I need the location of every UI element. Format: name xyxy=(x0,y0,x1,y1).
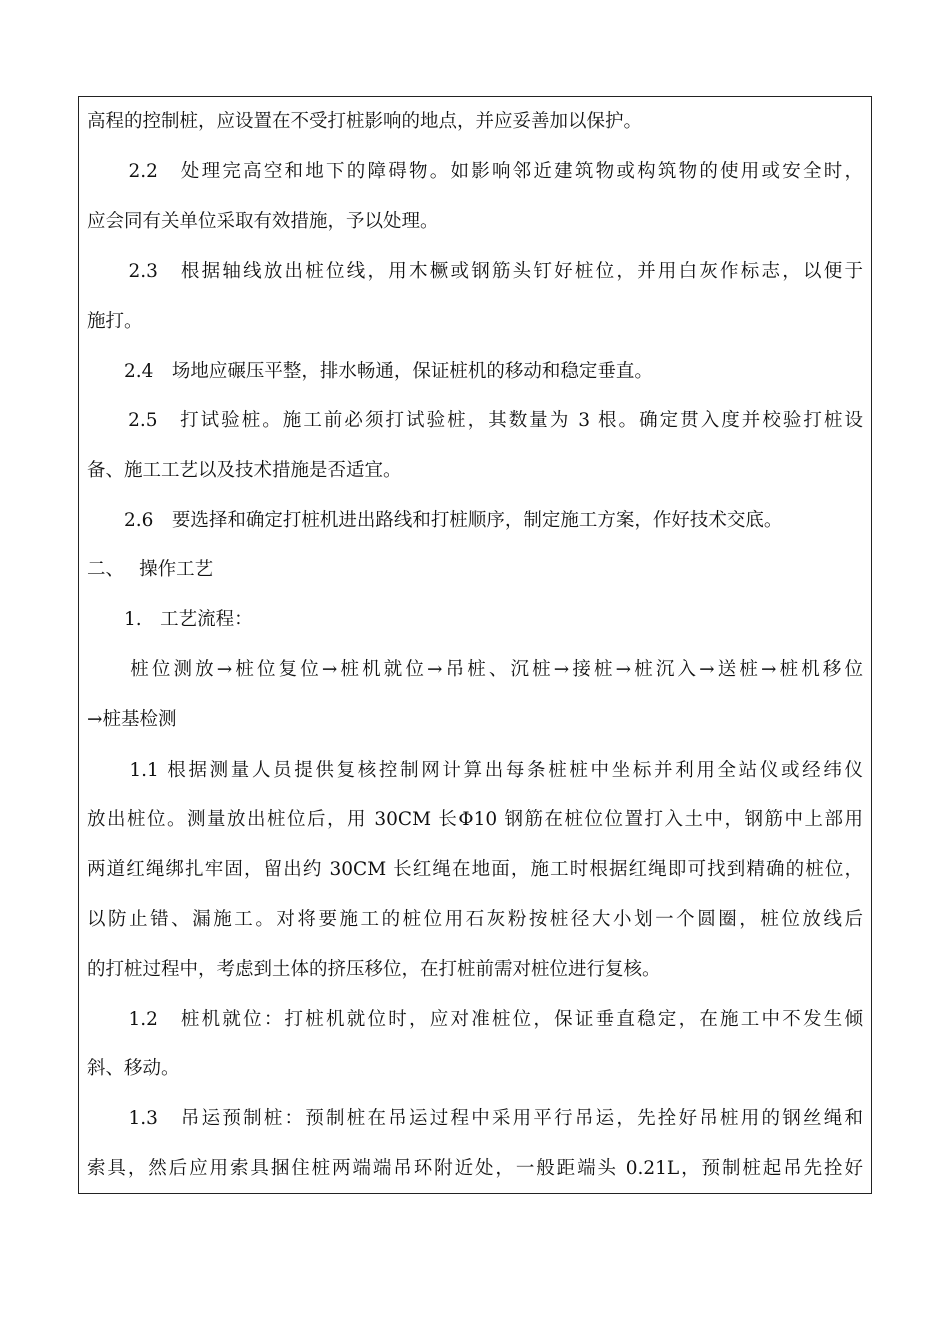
text-line: 应会同有关单位采取有效措施，予以处理。 xyxy=(87,211,439,232)
section-heading: 二、 操作工艺 xyxy=(87,559,214,580)
text-line: 备、施工工艺以及技术措施是否适宜。 xyxy=(87,460,402,481)
process-flow-line: 桩位测放→桩位复位→桩机就位→吊桩、沉桩→接桩→桩沉入→送桩→桩机移位 xyxy=(87,659,863,680)
text-line: 2.2 处理完高空和地下的障碍物。如影响邻近建筑物或构筑物的使用或安全时， xyxy=(87,161,863,182)
text-line: 施打。 xyxy=(87,311,143,332)
text-line: 1.3 吊运预制桩：预制桩在吊运过程中采用平行吊运，先拴好吊桩用的钢丝绳和 xyxy=(87,1108,863,1129)
text-line: 以防止错、漏施工。对将要施工的桩位用石灰粉按桩径大小划一个圆圈，桩位放线后 xyxy=(87,909,863,930)
text-line: 2.6 要选择和确定打桩机进出路线和打桩顺序，制定施工方案，作好技术交底。 xyxy=(87,510,783,531)
text-line: 2.4 场地应碾压平整，排水畅通，保证桩机的移动和稳定垂直。 xyxy=(87,361,653,382)
text-line: 放出桩位。测量放出桩位后，用 30CM 长Φ10 钢筋在桩位位置打入土中，钢筋中上部用 xyxy=(87,809,863,830)
text-line: 2.3 根据轴线放出桩位线，用木橛或钢筋头钉好桩位，并用白灰作标志，以便于 xyxy=(87,261,863,282)
text-line: 2.5 打试验桩。施工前必须打试验桩，其数量为 3 根。确定贯入度并校验打桩设 xyxy=(87,410,863,431)
text-line: 高程的控制桩，应设置在不受打桩影响的地点，并应妥善加以保护。 xyxy=(87,111,643,132)
text-line: 1.1 根据测量人员提供复核控制网计算出每条桩桩中坐标并利用全站仪或经纬仪 xyxy=(87,760,863,781)
text-line: 斜、移动。 xyxy=(87,1058,180,1079)
text-line: 的打桩过程中，考虑到土体的挤压移位，在打桩前需对桩位进行复核。 xyxy=(87,959,661,980)
text-line: 1.2 桩机就位：打桩机就位时，应对准桩位，保证垂直稳定，在施工中不发生倾 xyxy=(87,1009,863,1030)
text-line: 两道红绳绑扎牢固，留出约 30CM 长红绳在地面，施工时根据红绳即可找到精确的桩位， xyxy=(87,859,863,880)
text-line: 索具，然后应用索具捆住桩两端端吊环附近处，一般距端头 0.21L，预制桩起吊先拴好 xyxy=(87,1158,863,1179)
subsection-heading: 1. 工艺流程： xyxy=(87,609,253,630)
process-flow-line: →桩基检测 xyxy=(87,709,177,730)
